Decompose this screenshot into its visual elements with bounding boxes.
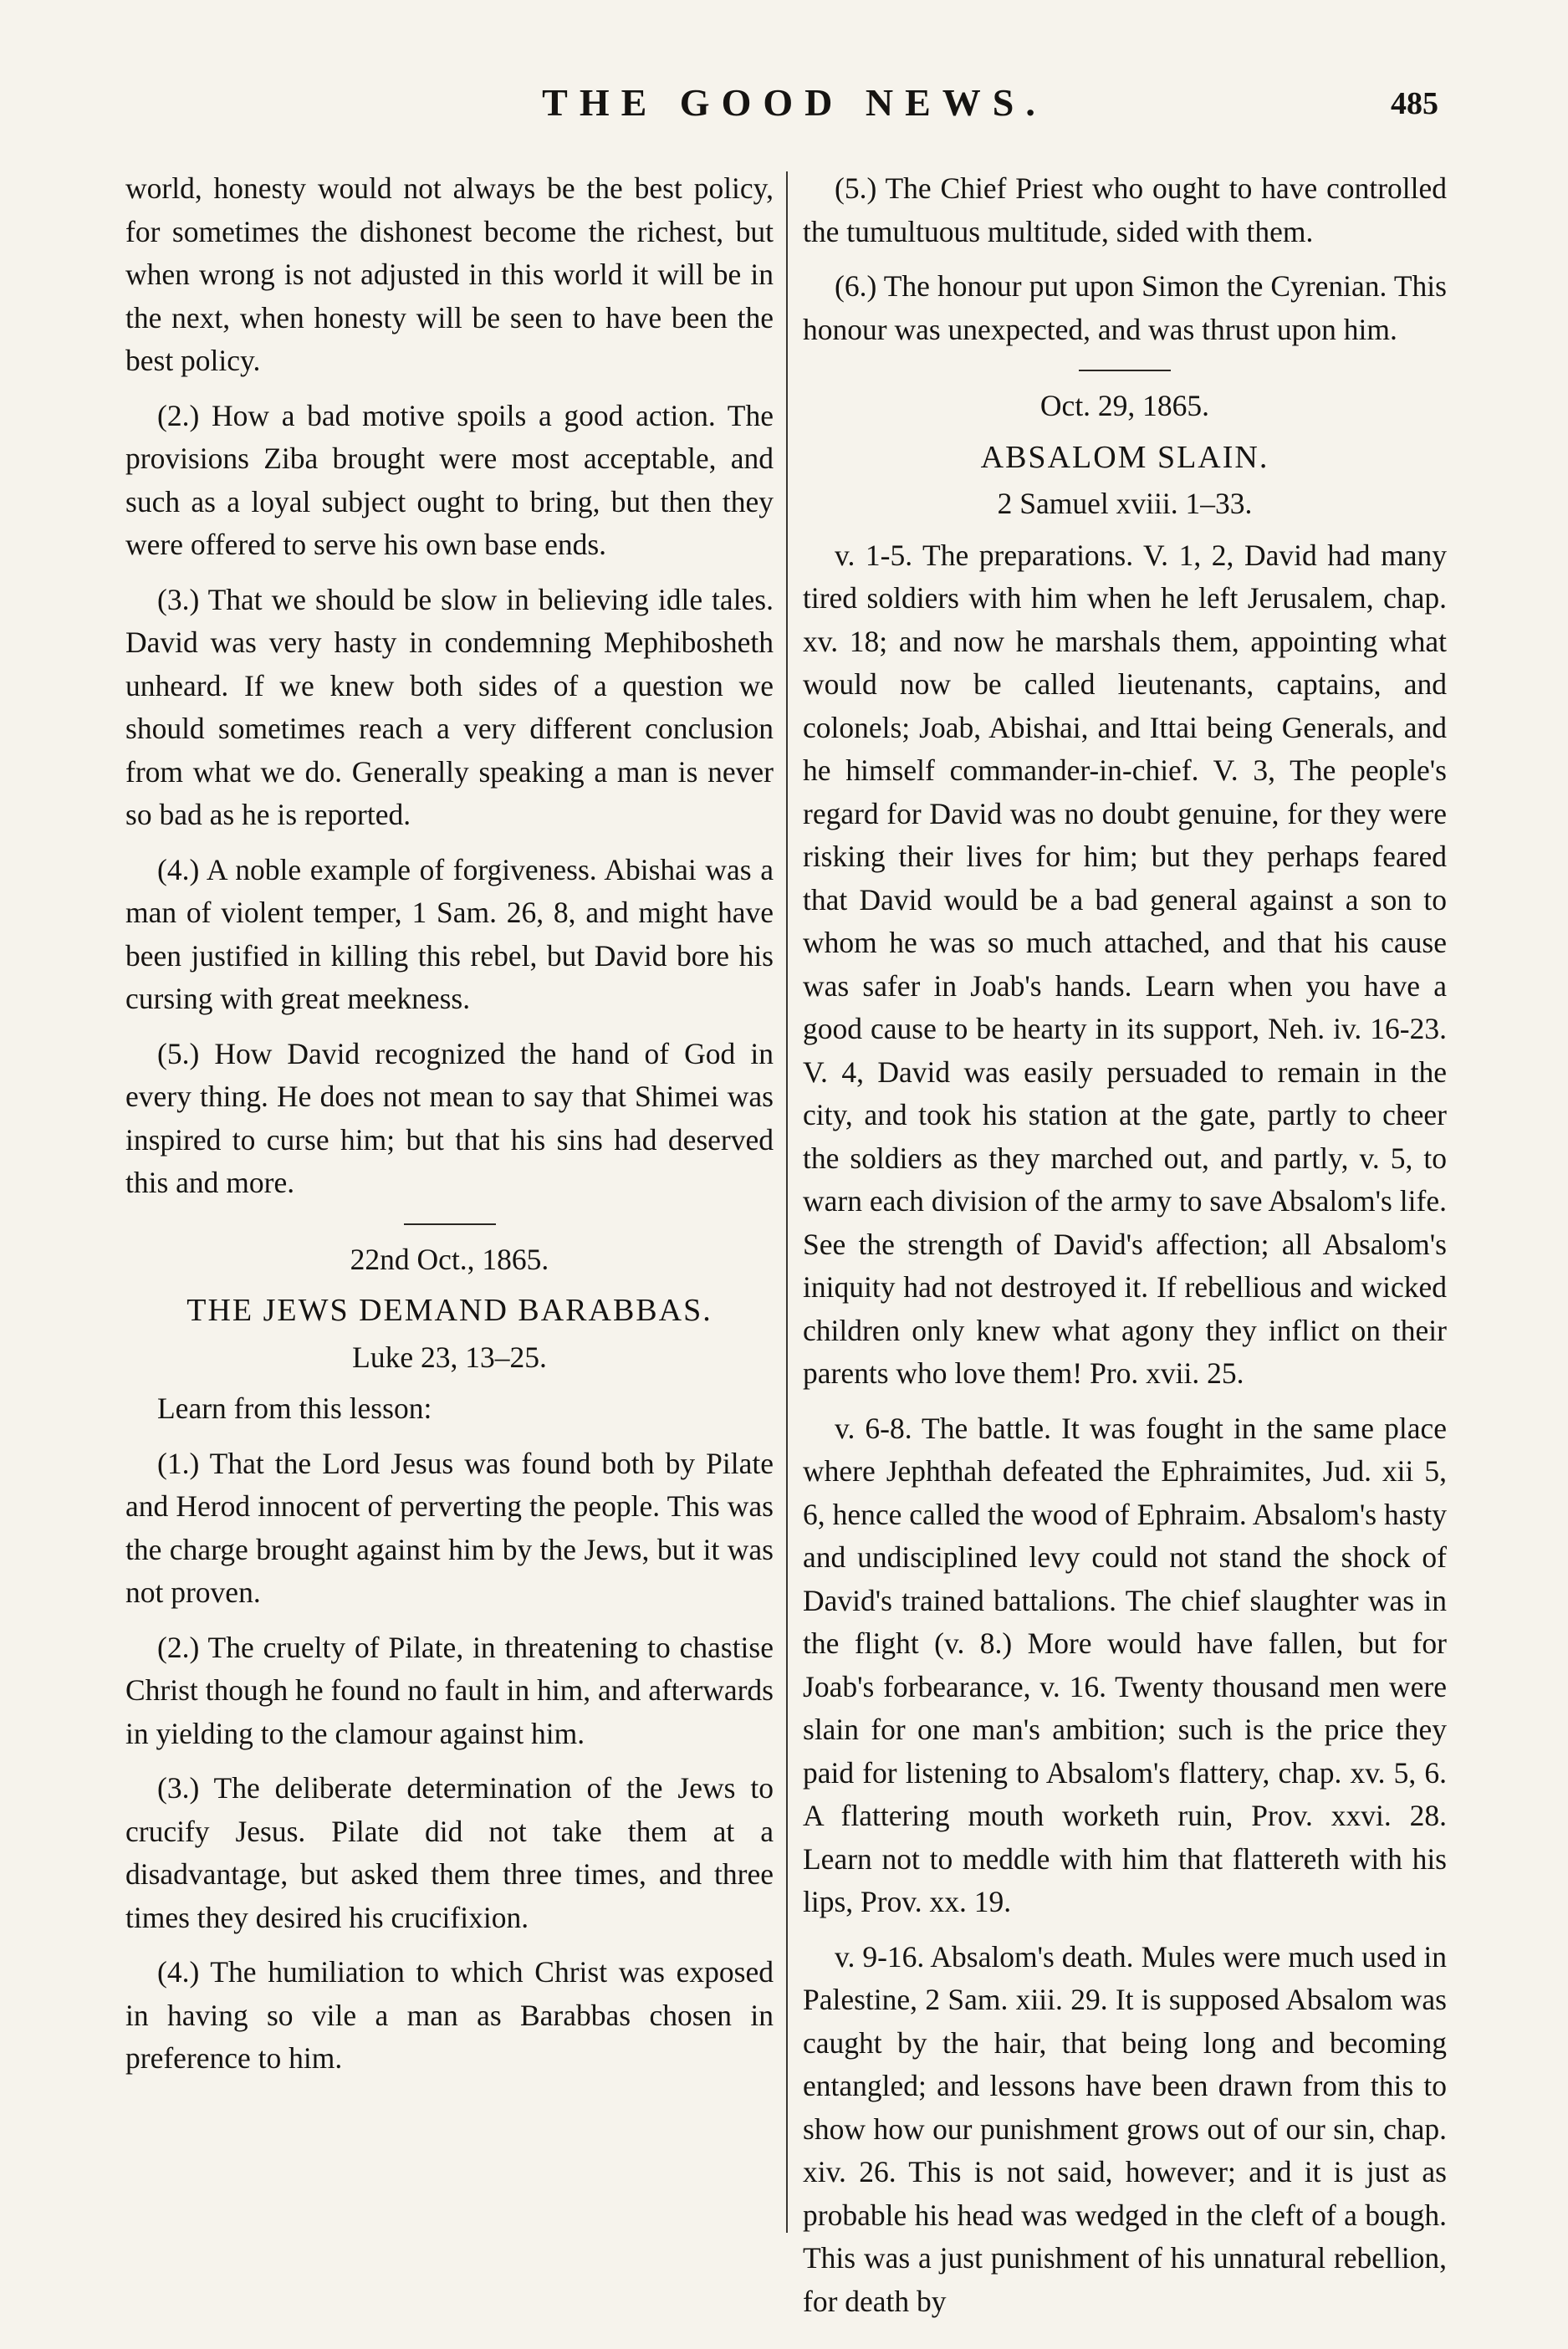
section-rule (1079, 370, 1171, 371)
lesson-point-1: (1.) That the Lord Jesus was found both by Pilate and Herod innocent of perverting the people. This was the charge brought against him by the Jews, but it was not proven. (125, 1446, 774, 1609)
page-header (125, 74, 1463, 140)
paragraph-continuation: world, honesty would not always be the best policy, for sometimes the dishonest become the richest, but when wrong is not adjusted in this world it will be in the next, when honesty will be seen to have been the best policy. (125, 171, 774, 377)
lesson-point-6: (6.) The honour put upon Simon the Cyrenian. This honour was unexpected, and was thrust upon him. (803, 269, 1447, 346)
verse-notes-1-5: v. 1-5. The preparations. V. 1, 2, David had many tired soldiers with him when he left Jerusalem, chap. xv. 18; and now he marshals them, appointing what would now be called lieutenants, captains, and colonels; Joab, Abishai, and Ittai being Generals, and he himself commander-in-chief. V. 3, The people's regard for David was no doubt genuine, for they were risking their lives for him; but they perhaps feared that David would be a bad general against a son to whom he was so much attached, and that his cause was safer in Joab's hands. Learn when you have a good cause to be hearty in its support, Neh. iv. 16-23. V. 4, David was easily persuaded to remain in the city, and took his station at the gate, partly to cheer the soldiers as they marched out, and partly, v. 5, to warn each division of the army to save Absalom's life. See the strength of David's affection; all Absalom's iniquity had not destroyed it. If rebellious and wicked children only knew what agony they inflict on their parents who love them! Pro. xvii. 25. (803, 538, 1447, 1390)
lesson-date: Oct. 29, 1865. (1039, 389, 1210, 422)
column-divider (786, 171, 788, 2233)
left-column (125, 167, 774, 2092)
section-rule (404, 1223, 496, 1225)
paragraph-bad-motive: (2.) How a bad motive spoils a good action. The provisions Ziba brought were most acceptable, and such as a loyal subject ought to bring, but then they were offered to serve his own base ends. (125, 398, 774, 561)
paragraph-hand-of-god: (5.) How David recognized the hand of God in every thing. He does not mean to say that Shimei was inspired to curse him; but that his sins had deserved this and more. (125, 1036, 774, 1199)
lesson-point-4: (4.) The humiliation to which Christ was exposed in having so vile a man as Barabbas chosen in preference to him. (125, 1955, 774, 2075)
lesson-date: 22nd Oct., 1865. (350, 1242, 549, 1276)
page-number: 485 (1391, 86, 1438, 121)
lesson-heading: THE JEWS DEMAND BARABBAS. (186, 1293, 712, 1328)
lesson-point-2: (2.) The cruelty of Pilate, in threatening to chastise Christ though he found no fault in him, and afterwards in yielding to the clamour against him. (125, 1630, 774, 1750)
paragraph-forgiveness: (4.) A noble example of forgiveness. Abishai was a man of violent temper, 1 Sam. 26, 8, and might have been justified in killing this rebel, but David bore his cursing with great meekness. (125, 852, 774, 1015)
verse-notes-6-8: v. 6-8. The battle. It was fought in the same place where Jephthah defeated the Ephraimites, Jud. xii 5, 6, hence called the wood of Ephraim. Absalom's hasty and undisciplined levy could not stand the shock of David's trained battalions. The chief slaughter was in the flight (v. 8.) More would have fallen, but for Joab's forbearance, v. 16. Twenty thousand men were slain for one man's ambition; such is the price they paid for listening to Absalom's flattery, chap. xv. 5, 6. A flattering mouth worketh ruin, Prov. xxvi. 28. Learn not to meddle with him that flattereth with his lips, Prov. xx. 19. (803, 1411, 1447, 1918)
lesson-intro: Learn from this lesson: (157, 1392, 432, 1425)
scripture-reference: 2 Samuel xviii. 1–33. (997, 487, 1253, 520)
paragraph-idle-tales: (3.) That we should be slow in believing idle tales. David was very hasty in condemning Mephibosheth unheard. If we knew both sides of a question we should sometimes reach a very different conclusion from what we do. Generally speaking a man is never so bad as he is reported. (125, 582, 774, 831)
lesson-point-5: (5.) The Chief Priest who ought to have controlled the tumultuous multitude, sided with them. (803, 171, 1447, 248)
right-column (803, 167, 1447, 2335)
verse-notes-9-16: v. 9-16. Absalom's death. Mules were much used in Palestine, 2 Sam. xiii. 29. It is supposed Absalom was caught by the hair, that being long and becoming entangled; and lessons have been drawn from this to show how our punishment grows out of our sin, chap. xiv. 26. This is not said, however; and it is just as probable his head was wedged in the cleft of a bough. This was a just punishment of his unnatural rebellion, for death by (803, 1939, 1447, 2318)
running-title: THE GOOD NEWS. (542, 81, 1047, 124)
scripture-reference: Luke 23, 13–25. (352, 1340, 547, 1374)
lesson-heading: ABSALOM SLAIN. (980, 439, 1269, 475)
lesson-point-3: (3.) The deliberate determination of the Jews to crucify Jesus. Pilate did not take them at a disadvantage, but asked them three times, and three times they desired his crucifixion. (125, 1771, 774, 1934)
